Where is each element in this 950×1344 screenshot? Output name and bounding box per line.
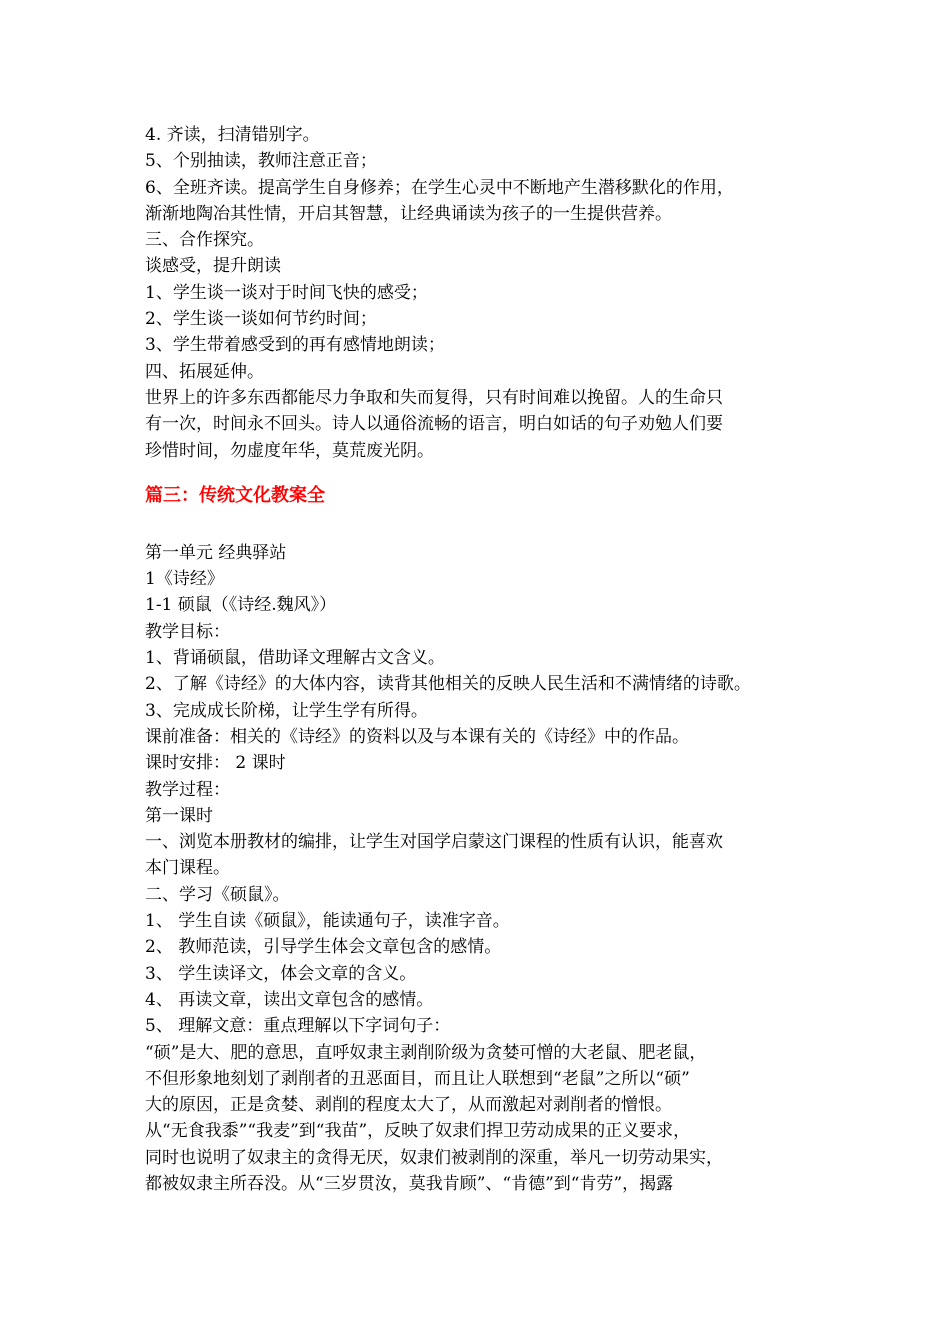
text-line: 四、拓展延伸。 — [145, 361, 264, 382]
text-line: 4、 再读文章，读出文章包含的感情。 — [145, 989, 434, 1010]
text-line: 不但形象地刻划了剥削者的丑恶面目，而且让人联想到“老鼠”之所以“硕” — [145, 1068, 690, 1089]
text-line: 世界上的许多东西都能尽力争取和失而复得，只有时间难以挽留。人的生命只 — [145, 387, 723, 408]
text-line: 本门课程。 — [145, 858, 230, 879]
text-line: 大的原因，正是贪婪、剥削的程度太大了，从而激起对剥削者的憎恨。 — [145, 1095, 672, 1116]
section-heading: 篇三：传统文化教案全 — [145, 484, 325, 506]
text-line: 1-1 硕鼠（《诗经.魏风》） — [145, 595, 337, 616]
text-line: 教学过程： — [145, 779, 230, 800]
text-line: 1、背诵硕鼠，借助译文理解古文含义。 — [145, 648, 445, 669]
text-line: 第一课时 — [145, 805, 213, 826]
text-line: 1、 学生自读《硕鼠》，能读通句子，读准字音。 — [145, 911, 510, 932]
text-line: 3、 学生读译文，体会文章的含义。 — [145, 963, 417, 984]
text-line: 1《诗经》 — [145, 569, 224, 590]
text-line: 珍惜时间，勿虚度年华，莫荒废光阴。 — [145, 440, 434, 461]
text-line: 有一次，时间永不回头。诗人以通俗流畅的语言，明白如话的句子劝勉人们要 — [145, 414, 723, 435]
text-line: 同时也说明了奴隶主的贪得无厌，奴隶们被剥削的深重，举凡一切劳动果实， — [145, 1147, 723, 1168]
text-line: 课时安排： 2 课时 — [145, 753, 286, 774]
text-line: 谈感受，提升朗读 — [145, 256, 281, 277]
text-line: 三、合作探究。 — [145, 230, 264, 251]
text-line: 教学目标： — [145, 621, 230, 642]
section-lesson-end — [145, 122, 825, 464]
text-line: 5、 理解文意：重点理解以下字词句子： — [145, 1016, 451, 1037]
text-line: 课前准备：相关的《诗经》的资料以及与本课有关的《诗经》中的作品。 — [145, 726, 689, 747]
text-line: 2、 教师范读，引导学生体会文章包含的感情。 — [145, 937, 502, 958]
text-line: 都被奴隶主所吞没。从“三岁贯汝，莫我肯顾”、“肯德”到“肯劳”，揭露 — [145, 1173, 674, 1194]
text-line: 3、完成成长阶梯，让学生学有所得。 — [145, 700, 428, 721]
text-line: 1、学生谈一谈对于时间飞快的感受； — [145, 282, 428, 303]
section-lesson-plan — [145, 540, 825, 1197]
text-line: 二、学习《硕鼠》。 — [145, 884, 290, 905]
document-page — [145, 122, 825, 1197]
text-line: 4. 齐读，扫清错别字。 — [145, 125, 320, 145]
text-line: 一、浏览本册教材的编排，让学生对国学启蒙这门课程的性质有认识，能喜欢 — [145, 832, 723, 853]
text-line: 6、全班齐读。提高学生自身修养；在学生心灵中不断地产生潜移默化的作用， — [145, 177, 734, 198]
text-line: “硕”是大、肥的意思，直呼奴隶主剥削阶级为贪婪可憎的大老鼠、肥老鼠， — [145, 1042, 707, 1063]
text-line: 5、个别抽读，教师注意正音； — [145, 151, 377, 172]
text-line: 渐渐地陶冶其性情，开启其智慧，让经典诵读为孩子的一生提供营养。 — [145, 203, 672, 224]
text-line: 从“无食我黍”“我麦”到“我苗”，反映了奴隶们捍卫劳动成果的正义要求， — [145, 1121, 691, 1142]
unit-title: 第一单元 经典驿站 — [145, 542, 287, 563]
text-line: 3、学生带着感受到的再有感情地朗读； — [145, 335, 445, 356]
text-line: 2、学生谈一谈如何节约时间； — [145, 309, 377, 330]
text-line: 2、了解《诗经》的大体内容，读背其他相关的反映人民生活和不满情绪的诗歌。 — [145, 674, 751, 695]
